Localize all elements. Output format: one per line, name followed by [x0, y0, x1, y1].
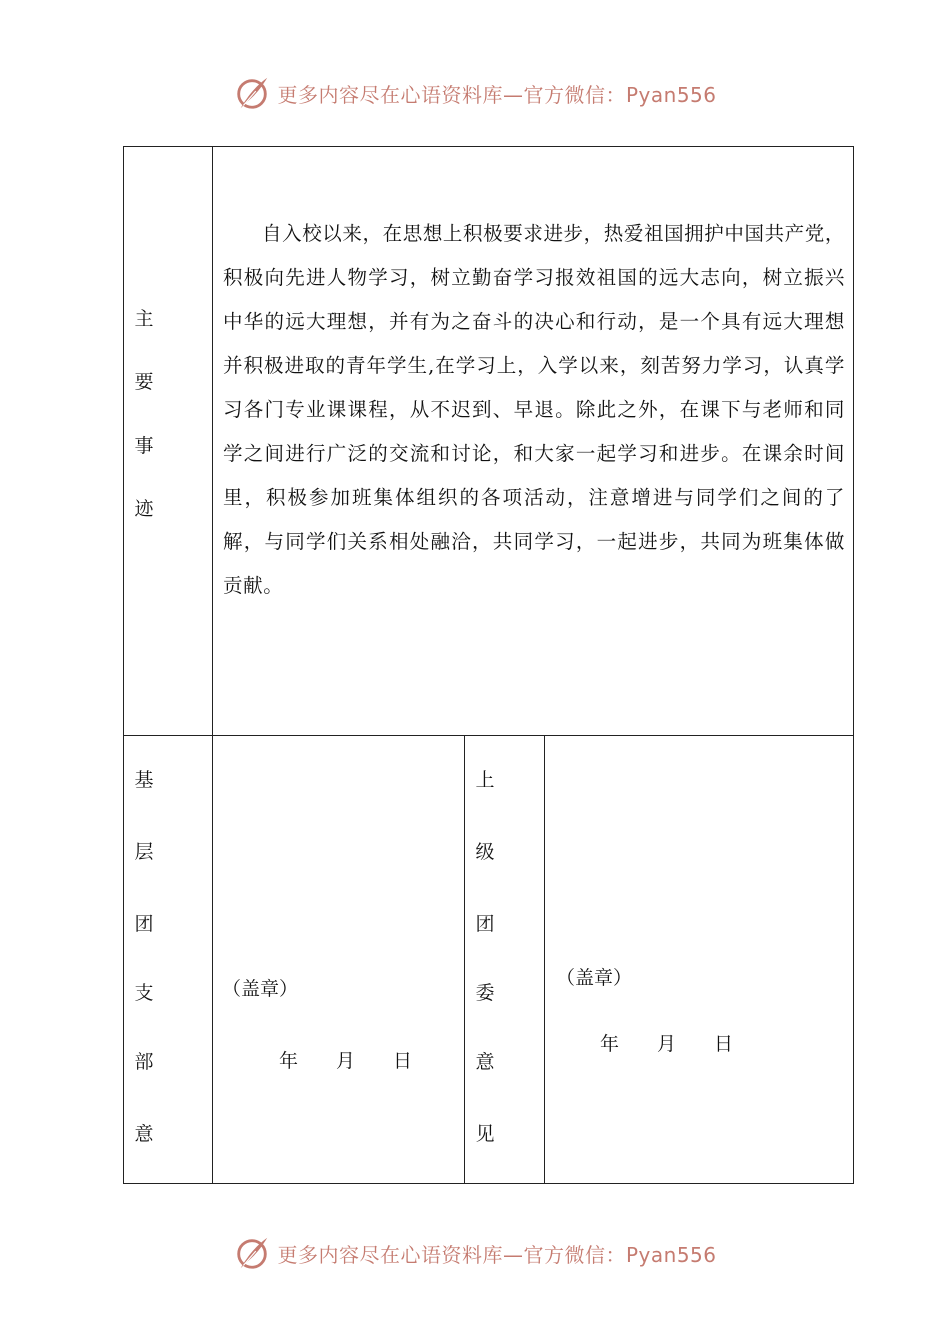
label-char: 主 — [134, 308, 154, 330]
main-deeds-content: 自入校以来，在思想上积极要求进步，热爱祖国拥护中国共产党，积极向先进人物学习，树立勤奋学习报效祖国的远大志向，树立振兴中华的远大理想，并有为之奋斗的决心和行动，是一个具有远大理想并积极进取的青年学生,在学习上，入学以来，刻苦努力学习，认真学习各门专业课课程，从不迟到、早退。除此之外，在课下与老师和同学之间进行广泛的交流和讨论，和大家一起学习和进步。在课余时间里，积极参加班集体组织的各项活动，注意增进与同学们之间的了解，与同学们关系相处融洽，共同学习，一起进步，共同为班集体做贡献。 — [223, 222, 845, 597]
date-day: 日 — [393, 1050, 413, 1072]
watermark-wechat-id: Pyan556 — [625, 1242, 717, 1267]
label-char: 事 — [134, 435, 154, 457]
branch-stamp: （盖章） — [222, 978, 299, 1000]
date-year: 年 — [600, 1033, 620, 1055]
label-char: 上 — [475, 769, 495, 791]
label-char: 级 — [475, 841, 495, 863]
label-char: 意 — [475, 1051, 495, 1073]
watermark-text — [277, 1239, 716, 1268]
date-year: 年 — [279, 1050, 299, 1072]
label-char: 团 — [134, 913, 154, 935]
date-month: 月 — [657, 1033, 677, 1055]
label-char: 见 — [475, 1123, 495, 1145]
label-char: 要 — [134, 371, 154, 393]
row-divider — [123, 735, 854, 736]
label-char: 基 — [134, 769, 154, 791]
watermark-text-cn: 更多内容尽在心语资料库—官方微信： — [277, 82, 626, 107]
middle-column-divider-right — [544, 735, 545, 1184]
label-char: 支 — [134, 982, 154, 1004]
watermark-footer — [0, 1233, 950, 1273]
committee-stamp: （盖章） — [556, 967, 633, 989]
label-char: 团 — [475, 913, 495, 935]
middle-column-divider-left — [464, 735, 465, 1184]
label-char: 部 — [134, 1051, 154, 1073]
label-char: 意 — [134, 1123, 154, 1145]
quill-logo-icon — [233, 1234, 271, 1272]
label-char: 迹 — [134, 498, 154, 520]
label-char: 委 — [475, 982, 495, 1004]
label-column-divider — [212, 146, 213, 1184]
date-month: 月 — [336, 1050, 356, 1072]
quill-logo-icon — [233, 74, 271, 112]
label-char: 层 — [134, 841, 154, 863]
watermark-wechat-id: Pyan556 — [625, 82, 717, 107]
watermark-header — [0, 73, 950, 113]
date-day: 日 — [714, 1033, 734, 1055]
watermark-text — [277, 79, 716, 108]
watermark-text-cn: 更多内容尽在心语资料库—官方微信： — [277, 1242, 626, 1267]
